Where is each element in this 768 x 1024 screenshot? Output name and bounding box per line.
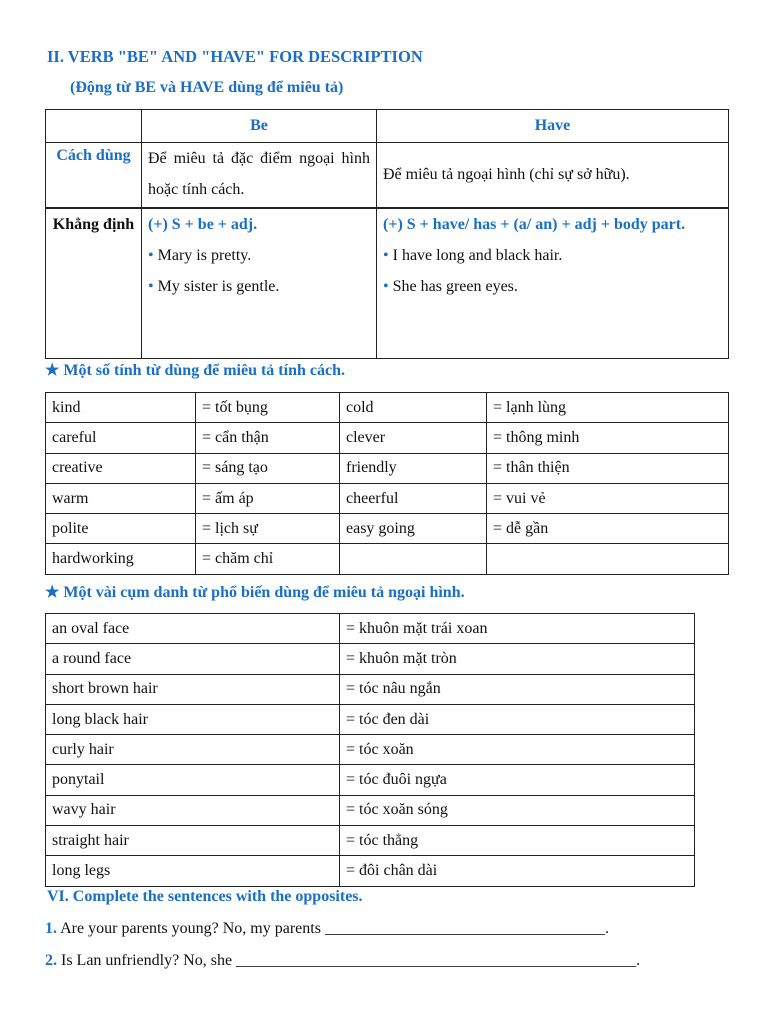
have-example-text: She has green eyes. (392, 278, 518, 295)
meaning-cell: = chăm chỉ (196, 544, 340, 574)
meaning-cell: = sáng tạo (196, 453, 340, 483)
question-2 (45, 952, 640, 970)
be-example-text: My sister is gentle. (157, 278, 280, 295)
meaning-cell: = đôi chân dài (340, 856, 695, 886)
term-cell: creative (46, 453, 196, 483)
appearance-row (46, 856, 695, 886)
header-empty-cell (46, 110, 142, 143)
exercise-title: VI. Complete the sentences with the opposites. (47, 888, 363, 905)
question-number: 1. (45, 920, 57, 937)
bullet: • (148, 247, 154, 264)
term-cell: polite (46, 514, 196, 544)
usage-be-cell: Để miêu tả đặc điểm ngoại hình hoặc tính cách. (142, 143, 377, 209)
personality-row (46, 453, 729, 483)
question-number: 2. (45, 952, 57, 969)
appearance-row (46, 674, 695, 704)
personality-table (45, 392, 729, 575)
meaning-cell: = khuôn mặt tròn (340, 644, 695, 674)
term-cell: clever (340, 423, 487, 453)
affirmative-have-cell (377, 208, 729, 359)
meaning-cell: = thân thiện (487, 453, 729, 483)
appearance-row (46, 826, 695, 856)
be-have-table (45, 109, 729, 359)
term-cell: hardworking (46, 544, 196, 574)
term-cell: easy going (340, 514, 487, 544)
meaning-cell: = dễ gần (487, 514, 729, 544)
meaning-cell: = tốt bụng (196, 393, 340, 423)
appearance-row (46, 704, 695, 734)
appearance-title: ★ Một vài cụm danh từ phổ biến dùng để miêu tả ngoại hình. (45, 584, 465, 601)
appearance-row (46, 765, 695, 795)
appearance-row (46, 644, 695, 674)
header-have: Have (377, 110, 729, 143)
term-cell: a round face (46, 644, 340, 674)
personality-row (46, 483, 729, 513)
meaning-cell: = vui vẻ (487, 483, 729, 513)
meaning-cell: = tóc thẳng (340, 826, 695, 856)
meaning-cell: = ấm áp (196, 483, 340, 513)
bullet: • (148, 278, 154, 295)
usage-row (46, 143, 729, 209)
meaning-cell: = tóc đuôi ngựa (340, 765, 695, 795)
term-cell: an oval face (46, 614, 340, 644)
personality-row (46, 514, 729, 544)
affirmative-row (46, 208, 729, 359)
appearance-table (45, 613, 695, 887)
meaning-cell: = tóc xoăn sóng (340, 795, 695, 825)
section-subheading: (Động từ BE và HAVE dùng để miêu tả) (70, 79, 344, 96)
table-header-row (46, 110, 729, 143)
term-cell (340, 544, 487, 574)
have-example-text: I have long and black hair. (392, 247, 563, 264)
term-cell: wavy hair (46, 795, 340, 825)
meaning-cell: = tóc xoăn (340, 735, 695, 765)
be-example (148, 271, 370, 302)
term-cell: careful (46, 423, 196, 453)
bullet: • (383, 247, 389, 264)
term-cell: friendly (340, 453, 487, 483)
term-cell: curly hair (46, 735, 340, 765)
term-cell: long black hair (46, 704, 340, 734)
have-example (383, 240, 722, 271)
personality-row (46, 423, 729, 453)
meaning-cell: = lạnh lùng (487, 393, 729, 423)
affirmative-be-cell (142, 208, 377, 359)
term-cell: ponytail (46, 765, 340, 795)
appearance-row (46, 795, 695, 825)
usage-have-cell: Để miêu tả ngoại hình (chỉ sự sở hữu). (377, 143, 729, 209)
meaning-cell (487, 544, 729, 574)
term-cell: cold (340, 393, 487, 423)
term-cell: long legs (46, 856, 340, 886)
term-cell: straight hair (46, 826, 340, 856)
appearance-row (46, 735, 695, 765)
term-cell: short brown hair (46, 674, 340, 704)
have-example (383, 271, 722, 302)
meaning-cell: = tóc đen dài (340, 704, 695, 734)
personality-title: ★ Một số tính từ dùng để miêu tả tính cách. (45, 362, 345, 379)
bullet: • (383, 278, 389, 295)
term-cell: warm (46, 483, 196, 513)
meaning-cell: = lịch sự (196, 514, 340, 544)
meaning-cell: = cẩn thận (196, 423, 340, 453)
affirmative-label: Khẳng định (46, 208, 142, 359)
be-example (148, 240, 370, 271)
personality-row (46, 544, 729, 574)
be-formula: (+) S + be + adj. (148, 216, 258, 233)
header-be: Be (142, 110, 377, 143)
be-example-text: Mary is pretty. (157, 247, 252, 264)
meaning-cell: = tóc nâu ngắn (340, 674, 695, 704)
meaning-cell: = khuôn mặt trái xoan (340, 614, 695, 644)
personality-row (46, 393, 729, 423)
question-text: Are your parents young? No, my parents ___________________________________. (60, 920, 609, 937)
appearance-row (46, 614, 695, 644)
term-cell: kind (46, 393, 196, 423)
question-1 (45, 920, 609, 938)
question-text: Is Lan unfriendly? No, she __________________________________________________. (61, 952, 641, 969)
meaning-cell: = thông minh (487, 423, 729, 453)
section-heading: II. VERB "BE" AND "HAVE" FOR DESCRIPTION (47, 47, 423, 66)
term-cell: cheerful (340, 483, 487, 513)
usage-label: Cách dùng (46, 143, 142, 209)
have-formula: (+) S + have/ has + (a/ an) + adj + body part. (383, 216, 686, 233)
